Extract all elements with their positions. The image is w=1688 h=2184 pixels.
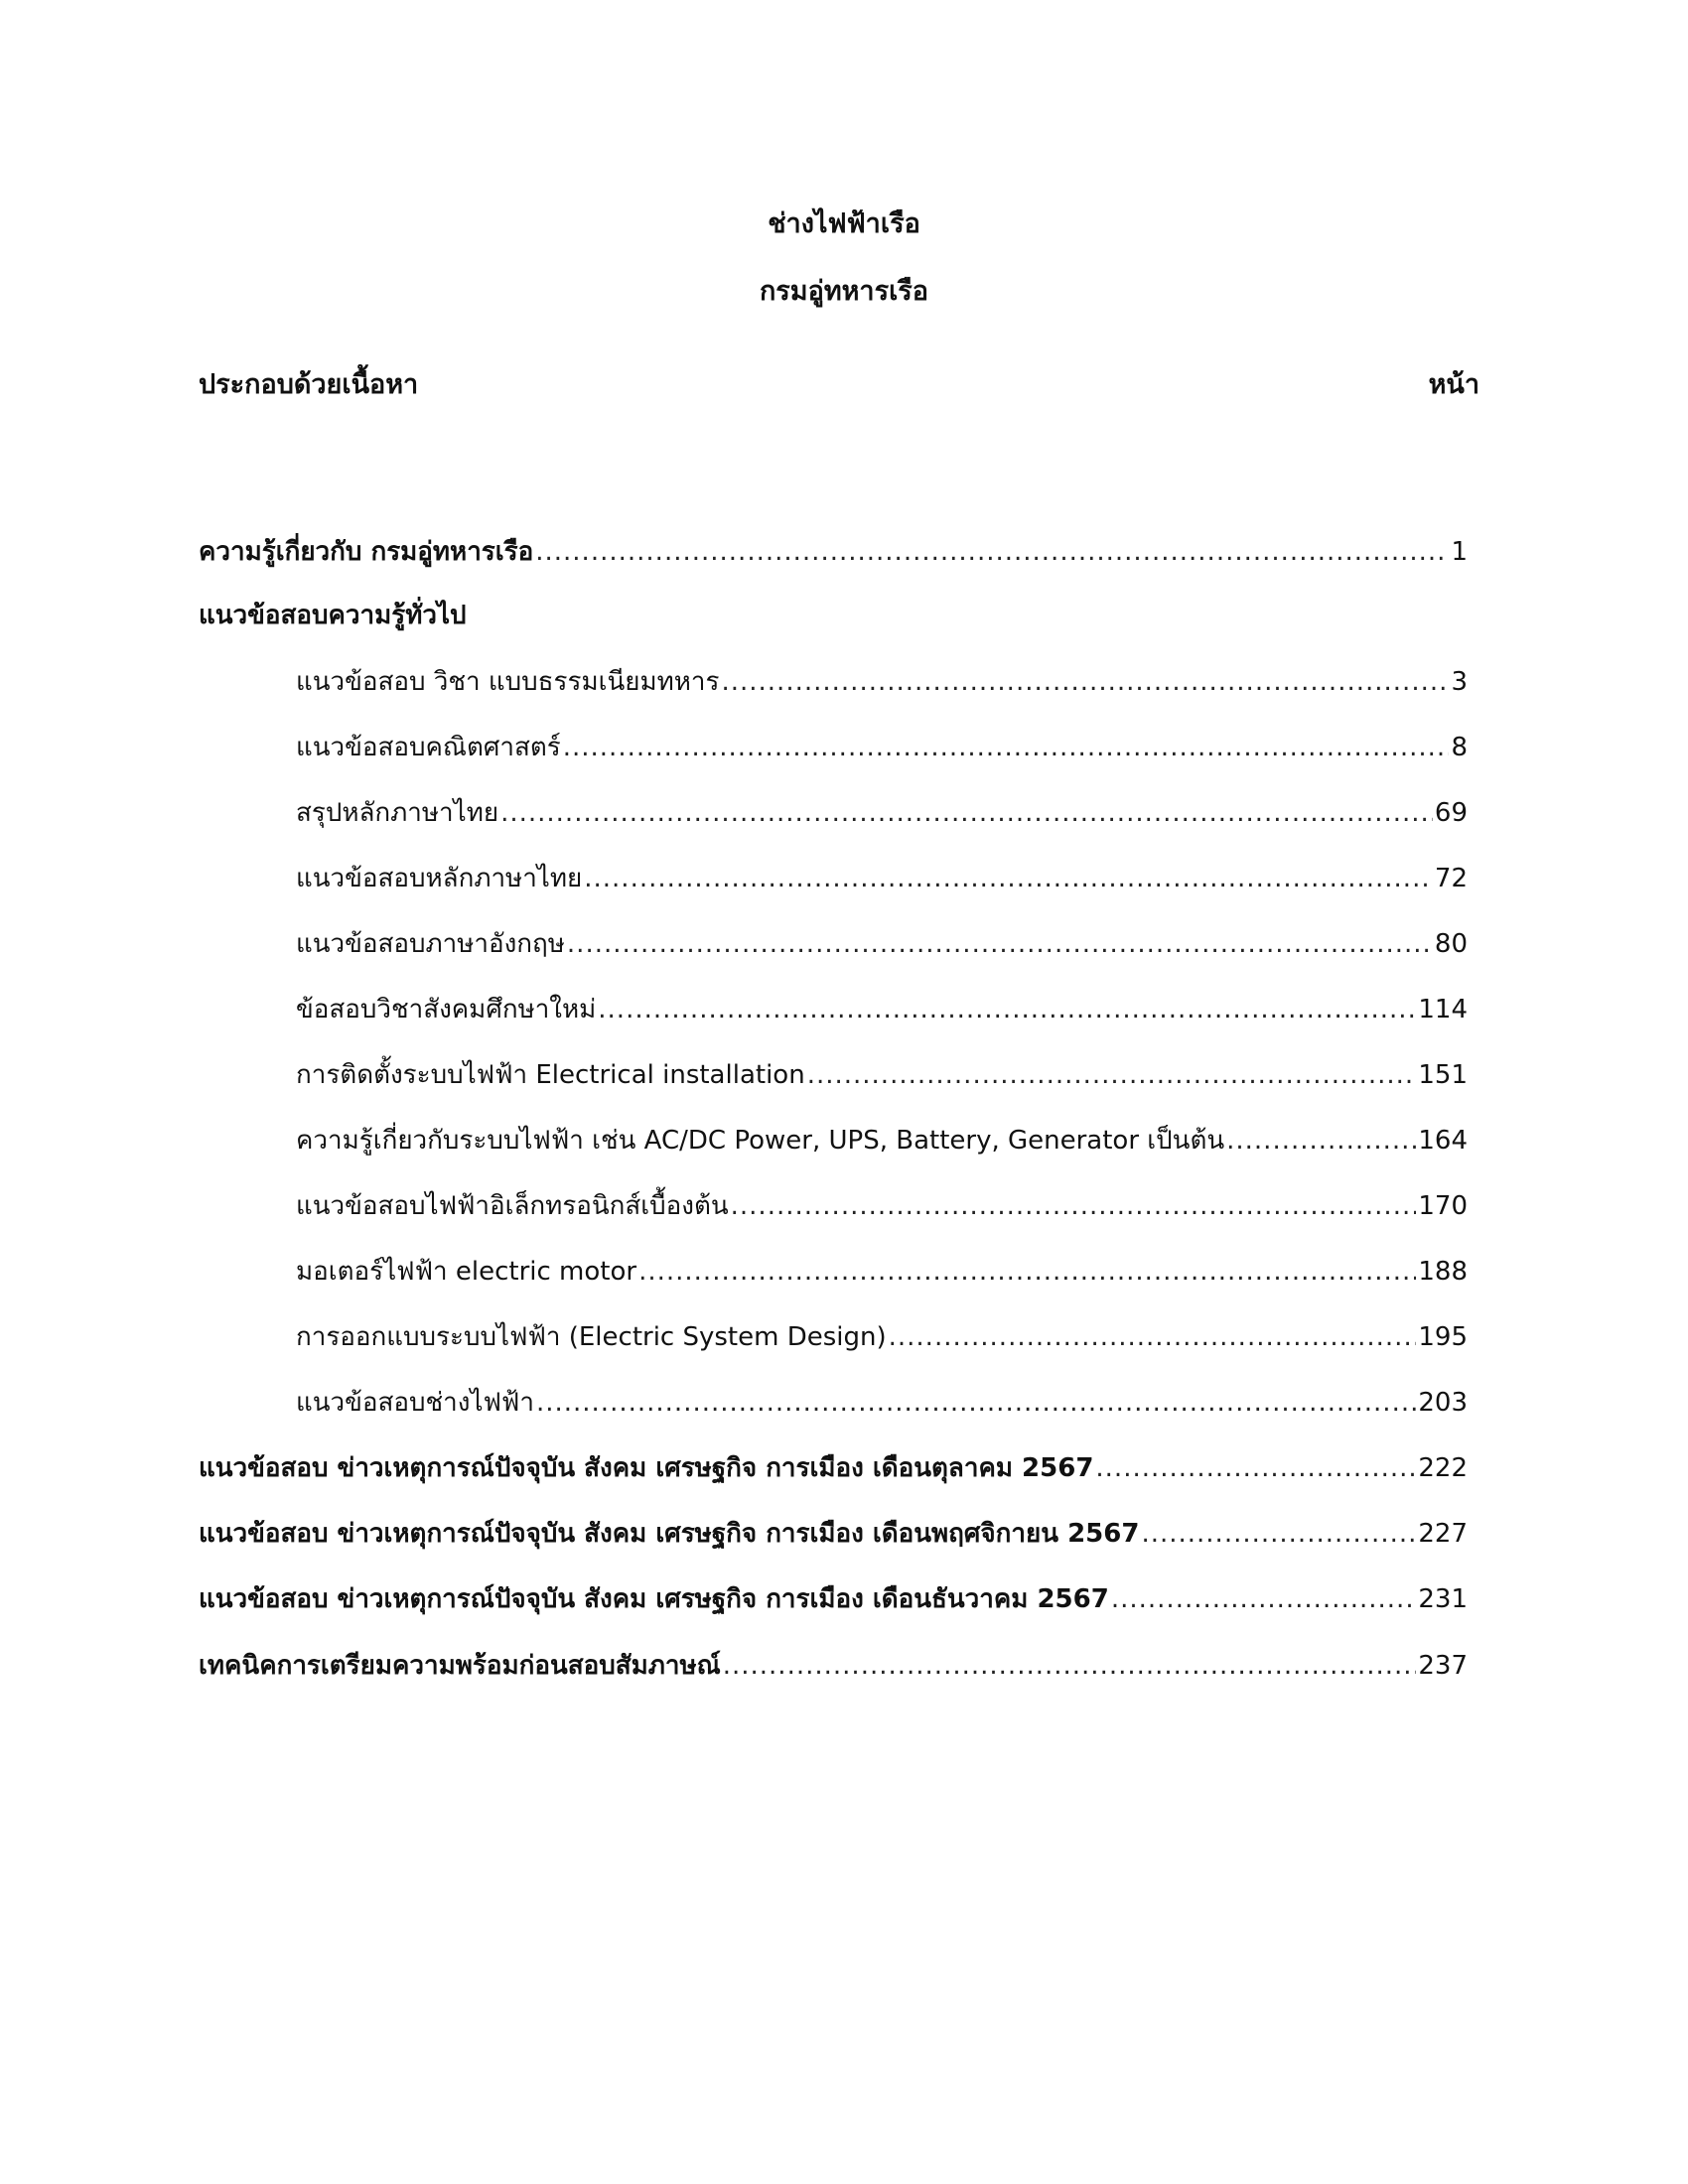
dot-leader [1111, 1577, 1417, 1621]
toc-entry [296, 726, 1468, 769]
dot-leader [500, 791, 1433, 835]
dot-leader [889, 1315, 1417, 1359]
toc-entry-title: มอเตอร์ไฟฟ้า electric motor [296, 1257, 637, 1287]
toc-entry [199, 1512, 1468, 1556]
toc-entry [296, 922, 1468, 966]
dot-leader [731, 1184, 1417, 1228]
toc-entry [296, 1315, 1468, 1359]
dot-leader [1141, 1512, 1416, 1556]
dot-leader [563, 726, 1450, 769]
toc-entry [296, 857, 1468, 900]
toc-entry [199, 1577, 1468, 1621]
toc-entry-page-number: 151 [1418, 1060, 1468, 1090]
toc-entry-page-number: 1 [1451, 537, 1468, 567]
toc-entry-page-number: 222 [1418, 1453, 1468, 1483]
dot-leader [723, 1644, 1417, 1688]
toc-entry-title: แนวข้อสอบ ข่าวเหตุการณ์ปัจจุบัน สังคม เศรษฐกิจ การเมือง เดือนธันวาคม 2567 [199, 1584, 1109, 1614]
toc-entry [296, 1381, 1468, 1425]
document-title: ช่างไฟฟ้าเรือ [768, 208, 920, 239]
toc-entry-page-number: 80 [1434, 929, 1468, 959]
toc-entry-page-number: 8 [1451, 733, 1468, 762]
dot-leader [1095, 1446, 1416, 1490]
toc-entry [296, 791, 1468, 835]
toc-entry-title: แนวข้อสอบหลักภาษาไทย [296, 864, 583, 893]
toc-entry-page-number: 69 [1434, 798, 1468, 828]
dot-leader [536, 1381, 1416, 1425]
toc-entry-page-number: 203 [1418, 1388, 1468, 1418]
toc-entry [199, 530, 1468, 574]
toc-entry-title: แนวข้อสอบ ข่าวเหตุการณ์ปัจจุบัน สังคม เศรษฐกิจ การเมือง เดือนพฤศจิกายน 2567 [199, 1519, 1140, 1549]
toc-entry-title: แนวข้อสอบความรู้ทั่วไป [199, 601, 467, 630]
toc-entry [296, 1184, 1468, 1228]
toc-entry-page-number: 3 [1451, 667, 1468, 697]
toc-entry-title: แนวข้อสอบ วิชา แบบธรรมเนียมทหาร [296, 667, 720, 697]
toc-entry-title: การออกแบบระบบไฟฟ้า (Electric System Design) [296, 1322, 887, 1352]
toc-entry [296, 1053, 1468, 1097]
toc-entry-page-number: 237 [1418, 1651, 1468, 1681]
toc-entry [199, 1644, 1468, 1688]
dot-leader [567, 922, 1433, 966]
toc-entry [296, 660, 1468, 704]
toc-entry [296, 1119, 1468, 1162]
toc-entry-page-number: 231 [1418, 1584, 1468, 1614]
toc-entry-page-number: 164 [1418, 1126, 1468, 1156]
toc-header [199, 365, 1479, 405]
toc-entry-title: แนวข้อสอบ ข่าวเหตุการณ์ปัจจุบัน สังคม เศรษฐกิจ การเมือง เดือนตุลาคม 2567 [199, 1453, 1094, 1483]
toc-entry-title: สรุปหลักภาษาไทย [296, 798, 499, 828]
toc-entry-title: แนวข้อสอบภาษาอังกฤษ [296, 929, 565, 959]
dot-leader [721, 660, 1449, 704]
toc-entry-page-number: 114 [1418, 995, 1468, 1024]
toc-entry [296, 1250, 1468, 1294]
page-column-label: หน้า [1428, 369, 1479, 400]
dot-leader [584, 857, 1433, 900]
toc-entry-title: แนวข้อสอบคณิตศาสตร์ [296, 733, 561, 762]
dot-leader [1226, 1119, 1416, 1162]
toc-entry-title: ความรู้เกี่ยวกับ กรมอู่ทหารเรือ [199, 537, 534, 567]
toc-entry-title: การติดตั้งระบบไฟฟ้า Electrical installation [296, 1060, 805, 1090]
toc-entry-page-number: 170 [1418, 1191, 1468, 1221]
toc-entry [296, 988, 1468, 1031]
toc-entry-page-number: 227 [1418, 1519, 1468, 1549]
toc-entry-title: ความรู้เกี่ยวกับระบบไฟฟ้า เช่น AC/DC Power, UPS, Battery, Generator เป็นต้น [296, 1126, 1225, 1156]
toc-entry-title: ข้อสอบวิชาสังคมศึกษาใหม่ [296, 995, 597, 1024]
document-subtitle: กรมอู่ทหารเรือ [759, 276, 929, 307]
toc-entry [199, 594, 1468, 637]
dot-leader [535, 530, 1449, 574]
toc-entry-page-number: 72 [1434, 864, 1468, 893]
toc-entry-title: เทคนิคการเตรียมความพร้อมก่อนสอบสัมภาษณ์ [199, 1651, 721, 1681]
toc-entry-title: แนวข้อสอบช่างไฟฟ้า [296, 1388, 534, 1418]
dot-leader [598, 988, 1416, 1031]
dot-leader [807, 1053, 1417, 1097]
toc-entry [199, 1446, 1468, 1490]
dot-leader [638, 1250, 1416, 1294]
toc-entry-page-number: 188 [1418, 1257, 1468, 1287]
toc-entry-title: แนวข้อสอบไฟฟ้าอิเล็กทรอนิกส์เบื้องต้น [296, 1191, 729, 1221]
toc-entry-page-number: 195 [1418, 1322, 1468, 1352]
contents-label: ประกอบด้วยเนื้อหา [199, 369, 419, 400]
